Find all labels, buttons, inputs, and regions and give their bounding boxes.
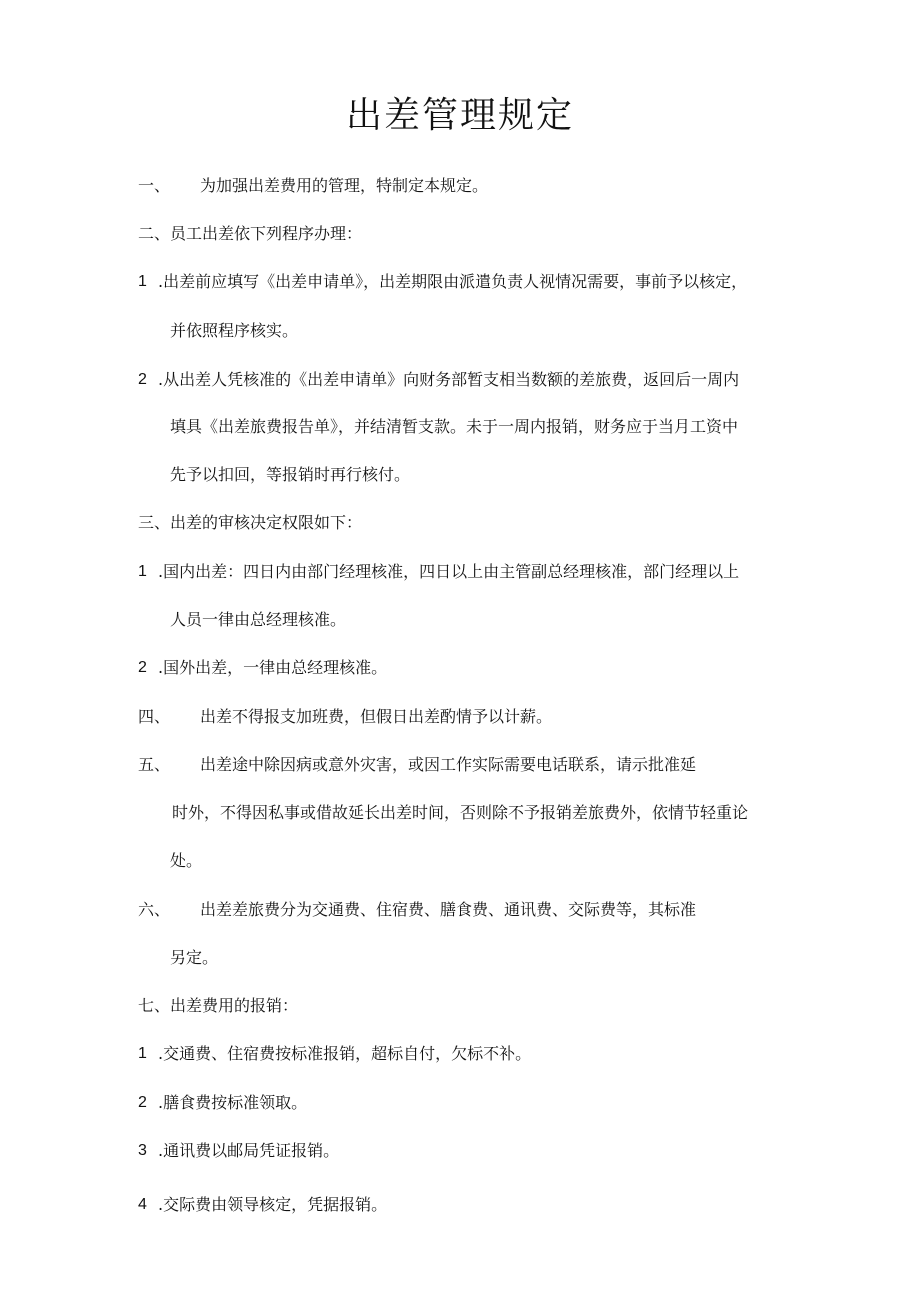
section-4-marker: 四、 — [138, 707, 171, 726]
s2-item-1-number: 1 — [138, 273, 147, 290]
section-6-marker: 六、 — [138, 900, 171, 919]
s7-item-3-number: 3 — [138, 1142, 147, 1159]
s7-item-1-text: .交通费、住宿费按标准报销，超标自付，欠标不补。 — [158, 1044, 532, 1063]
s7-item-3-text: .通讯费以邮局凭证报销。 — [158, 1141, 340, 1160]
s2-item-2-line-2: 填具《出差旅费报告单》，并结清暂支款。未于一周内报销，财务应于当月工资中 — [170, 417, 739, 436]
document-title: 出差管理规定 — [345, 95, 574, 136]
section-5-line-3: 处。 — [170, 851, 203, 870]
s7-item-4-text: .交际费由领导核定，凭据报销。 — [158, 1195, 388, 1214]
section-1-text: 为加强出差费用的管理，特制定本规定。 — [200, 176, 489, 195]
s2-item-1-line-1: .出差前应填写《出差申请单》，出差期限由派遣负责人视情况需要，事前予以核定， — [158, 272, 748, 291]
s3-item-2-line-1: .国外出差，一律由总经理核准。 — [158, 658, 388, 677]
section-5-marker: 五、 — [138, 755, 171, 774]
section-1-marker: 一、 — [138, 176, 171, 195]
s3-item-2-number: 2 — [138, 659, 147, 676]
s2-item-2-number: 2 — [138, 371, 147, 388]
s7-item-1-number: 1 — [138, 1045, 147, 1062]
section-5-line-2: 时外，不得因私事或借故延长出差时间，否则除不予报销差旅费外，依情节轻重论 — [172, 803, 749, 822]
section-2-heading: 二、员工出差依下列程序办理： — [138, 224, 363, 243]
s7-item-2-text: .膳食费按标准领取。 — [158, 1093, 308, 1112]
section-6-line-2: 另定。 — [170, 948, 219, 967]
s3-item-1-number: 1 — [138, 563, 147, 580]
section-6-line-1: 出差差旅费分为交通费、住宿费、膳食费、通讯费、交际费等，其标准 — [200, 900, 697, 919]
section-4-text: 出差不得报支加班费，但假日出差酌情予以计薪。 — [200, 707, 553, 726]
s2-item-2-line-1: .从出差人凭核准的《出差申请单》向财务部暂支相当数额的差旅费，返回后一周内 — [158, 370, 740, 389]
section-5-line-1: 出差途中除因病或意外灾害，或因工作实际需要电话联系，请示批准延 — [200, 755, 697, 774]
s2-item-2-line-3: 先予以扣回，等报销时再行核付。 — [170, 465, 411, 484]
s3-item-1-line-1: .国内出差：四日内由部门经理核准，四日以上由主管副总经理核准，部门经理以上 — [158, 562, 740, 581]
section-3-heading: 三、出差的审核决定权限如下： — [138, 513, 363, 532]
s3-item-1-line-2: 人员一律由总经理核准。 — [170, 610, 347, 629]
s2-item-1-line-2: 并依照程序核实。 — [170, 321, 299, 340]
section-7-heading: 七、出差费用的报销： — [138, 996, 299, 1015]
s7-item-4-number: 4 — [138, 1196, 147, 1213]
s7-item-2-number: 2 — [138, 1094, 147, 1111]
